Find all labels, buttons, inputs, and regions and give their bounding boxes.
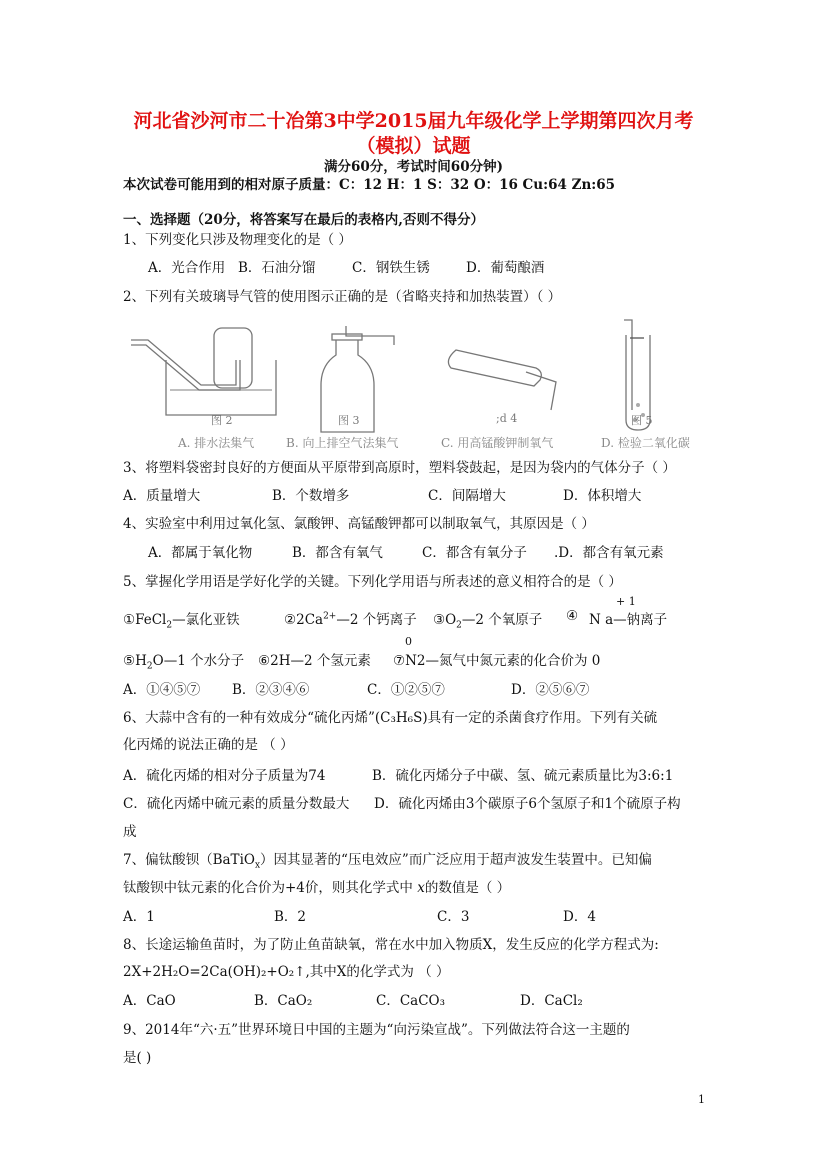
- q5-item2: $②2Ca^{2+}—2$ 个钙离子: [284, 611, 417, 628]
- q3-option-b: B．个数增多: [272, 488, 350, 504]
- q5-item7-valence: 0: [405, 635, 412, 648]
- tube-a: [131, 340, 236, 385]
- page-number: 1: [698, 1093, 705, 1106]
- q7-option-a: A．1: [123, 909, 155, 925]
- q2-stem: 2、下列有关玻璃导气管的使用图示正确的是（省略夹持和加热装置）（ ）: [123, 289, 562, 305]
- apparatus-drawings: [126, 310, 706, 450]
- tube-b: [346, 326, 394, 345]
- inverted-bottle: [214, 328, 252, 388]
- q4-option-d: .D．都含有氧元素: [554, 545, 664, 561]
- q6-option-d: D．硫化丙烯由3个碳原子6个氢原子和1个硫原子构: [374, 796, 681, 812]
- q4-option-c: C．都含有氧分子: [422, 545, 527, 561]
- fig-label-2: 图 2: [211, 414, 233, 427]
- q5-stem: 5、掌握化学用语是学好化学的关键。下列化学用语与所表述的意义相符合的是（ ）: [123, 574, 622, 590]
- q6-stem-2: 化丙烯的说法正确的是 （ ）: [123, 737, 294, 753]
- q8-stem-1: 8、长途运输鱼苗时，为了防止鱼苗缺氧，常在水中加入物质X，发生反应的化学方程式为:: [123, 937, 659, 953]
- q5-item4-valence: + 1: [616, 595, 636, 608]
- q5-option-d: D．②⑤⑥⑦: [511, 682, 590, 698]
- q5-option-c: C．①②⑤⑦: [367, 682, 445, 698]
- q6-option-d-cont: 成: [123, 824, 137, 840]
- q1-option-c: C．钢铁生锈: [352, 260, 430, 276]
- tube-d: [624, 320, 632, 410]
- tube-a2: [131, 345, 240, 390]
- q5-item1: ①FeCl$_2$—氯化亚铁: [123, 612, 240, 631]
- q6-option-c: C．硫化丙烯中硫元素的质量分数最大: [123, 796, 350, 812]
- q1-option-b: B．石油分馏: [238, 260, 316, 276]
- q6-option-a: A．硫化丙烯的相对分子质量为74: [123, 768, 326, 784]
- q8-option-b: B．CaO₂: [254, 993, 313, 1009]
- q6-stem-1: 6、大蒜中含有的一种有效成分“硫化丙烯”(C₃H₆S)具有一定的杀菌食疗作用。下列有关硫: [123, 710, 658, 726]
- q3-option-c: C．间隔增大: [428, 488, 506, 504]
- q8-option-c: C．CaCO₃: [376, 993, 446, 1009]
- q8-option-a: A．CaO: [123, 993, 176, 1009]
- q5-item3: $③O_2—2$ 个氧原子: [433, 612, 543, 631]
- q7-stem-2: 钛酸钡中钛元素的化合价为+4价，则其化学式中 x的数值是（ ）: [123, 880, 511, 896]
- test-tube-c: [448, 350, 541, 386]
- q3-stem: 3、将塑料袋密封良好的方便面从平原带到高原时，塑料袋鼓起，是因为袋内的气体分子（ ）: [123, 460, 676, 476]
- q1-stem: 1、下列变化只涉及物理变化的是（ ）: [123, 232, 352, 248]
- q7-option-d: D．4: [563, 909, 596, 925]
- fig-label-4: ;d 4: [496, 412, 518, 425]
- q9-stem-1: 9、2014年“六·五”世界环境日中国的主题为“向污染宣战”。下列做法符合这一主题的: [123, 1022, 630, 1038]
- q5-option-a: A．①④⑤⑦: [123, 682, 201, 698]
- caption-d: D. 检验二氧化碳: [601, 436, 690, 450]
- q7-stem-1: 7、偏钛酸钡（BaTiO$_x$）因其显著的“压电效应”而广泛应用于超声波发生装置中。已知偏: [123, 852, 652, 871]
- q5-item6: ⑥2H—2 个氢元素: [258, 653, 371, 669]
- q8-option-d: D．CaCl₂: [520, 993, 583, 1009]
- q7-option-b: B．2: [274, 909, 307, 925]
- q4-option-a: A．都属于氧化物: [148, 545, 253, 561]
- q5-item7: ⑦N2—氮气中氮元素的化合价为 0: [393, 653, 601, 669]
- q7-option-c: C．3: [437, 909, 470, 925]
- q5-item4: N a—钠离子: [589, 612, 668, 628]
- q4-option-b: B．都含有氧气: [292, 545, 383, 561]
- q9-stem-2: 是( ): [123, 1050, 152, 1066]
- bubble: [636, 403, 640, 407]
- caption-b: B. 向上排空气法集气: [286, 436, 399, 450]
- glass-plate: [332, 334, 362, 340]
- q1-option-d: D．葡萄酿酒: [466, 260, 545, 276]
- caption-a: A. 排水法集气: [178, 436, 255, 450]
- q5-item5: $⑤H_2O—1$ 个水分子: [123, 653, 245, 672]
- atomic-masses: 本次试卷可能用到的相对原子质量：C：12 H：1 S：32 O：16 Cu:64 Zn:65: [123, 177, 616, 193]
- score-time: 满分60分，考试时间60分钟): [324, 159, 503, 175]
- q8-stem-2: 2X+2H₂O=2Ca(OH)₂+O₂↑,其中X的化学式为 （ ）: [123, 964, 450, 980]
- q1-option-a: A．光合作用: [148, 260, 226, 276]
- exam-title-line1: 河北省沙河市二十冶第3中学2015届九年级化学上学期第四次月考: [133, 110, 694, 132]
- q6-option-b: B．硫化丙烯分子中碳、氢、硫元素质量比为3:6:1: [372, 768, 674, 784]
- q3-option-d: D．体积增大: [563, 488, 642, 504]
- fig-label-5: 图 5: [631, 414, 653, 427]
- q4-stem: 4、实验室中利用过氧化氢、氯酸钾、高锰酸钾都可以制取氧气，其原因是（ ）: [123, 516, 595, 532]
- q5-option-b: B．②③④⑥: [232, 682, 310, 698]
- q5-item4-circle: ④: [566, 608, 579, 624]
- exam-title-line2: （模拟）试题: [356, 135, 471, 157]
- section-heading: 一、选择题（20分，将答案写在最后的表格内,否则不得分）: [123, 212, 484, 228]
- caption-c: C. 用高锰酸钾制氧气: [441, 436, 554, 450]
- fig-label-3: 图 3: [338, 414, 360, 427]
- q3-option-a: A．质量增大: [123, 488, 201, 504]
- q2-apparatus-figure: [126, 310, 706, 450]
